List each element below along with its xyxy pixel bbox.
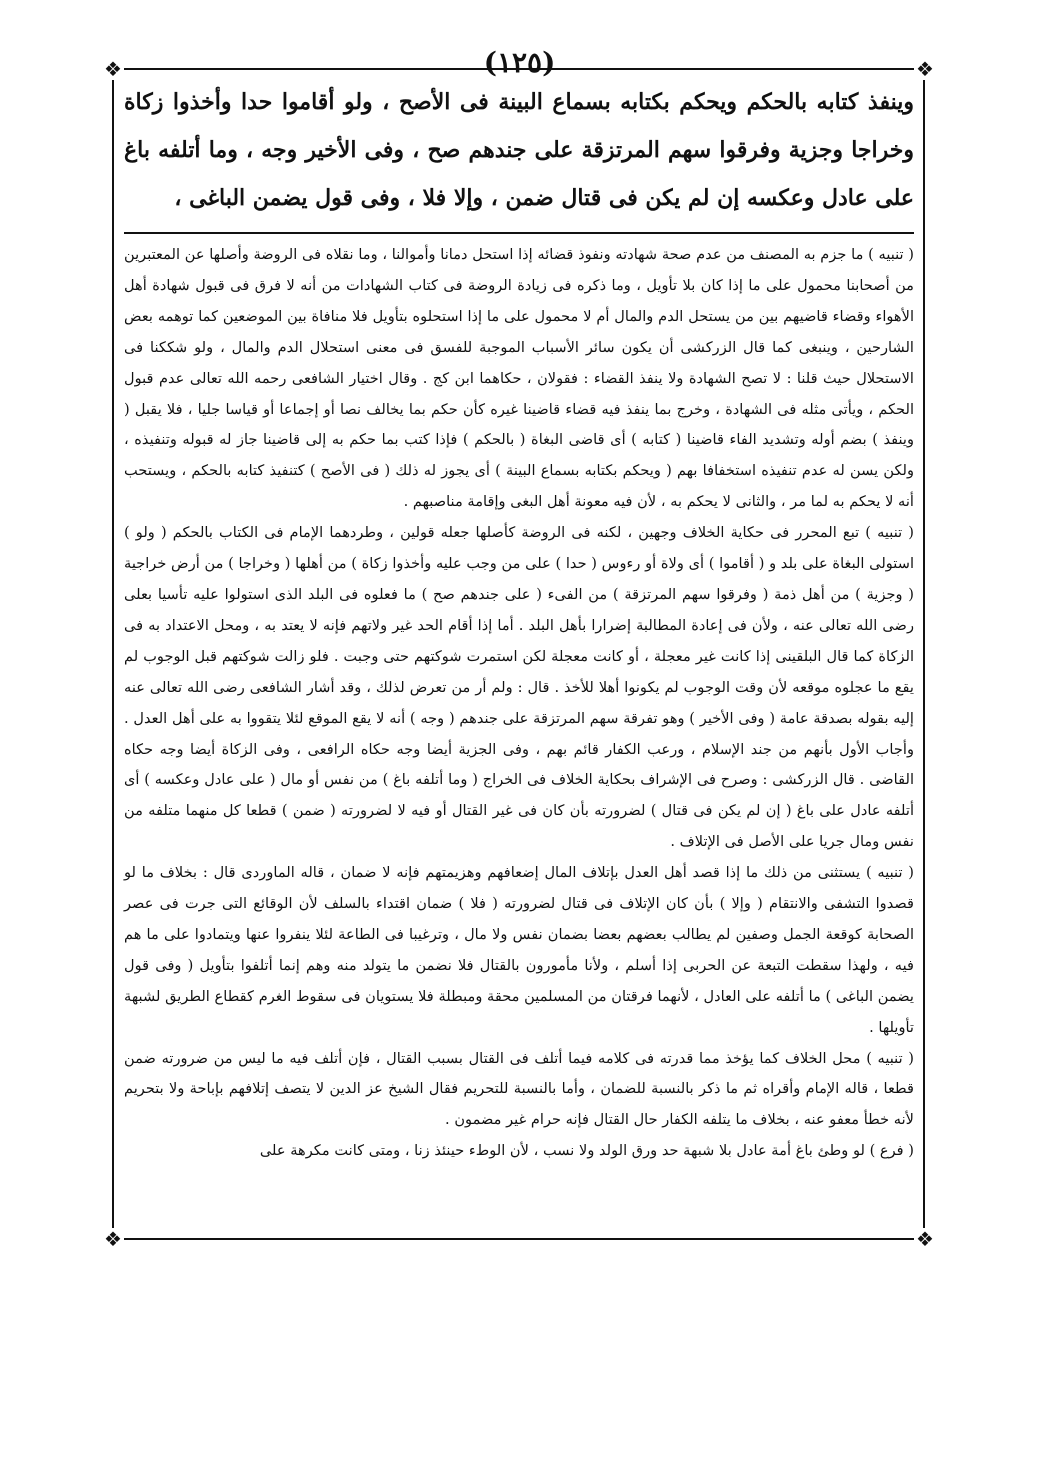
- commentary-sharh: [124, 240, 914, 1230]
- section-divider: [124, 232, 914, 234]
- corner-ornament-icon: ❖: [914, 58, 936, 80]
- commentary-paragraph: ( تنبيه ) يستثنى من ذلك ما إذا قصد أهل العدل بإتلاف المال إضعافهم وهزيمتهم فإنه لا ضمان ، قاله الماوردى قال : بخلاف ما لو قصدوا التشفى والانتقام ( وإلا ) بأن كان الإتلاف فى قتال لضرورته ( فلا ) ضمان اقتداء بالسلف لأن الوقائع التى جرت فى عصر الصحابة كوقعة الجمل وصفين لم يطالب بعضهم بعضا بضمان نفس ولا مال ، وترغيبا فى الطاعة لئلا ينفروا عنها ويتمادوا على ما هم فيه ، ولهذا سقطت التبعة عن الحربى إذا أسلم ، ولأنا مأمورون بالقتال فلا نضمن ما يتولد منه وهم إنما أتلفوا بتأويل ( وفى قول يضمن الباغى ) ما أتلفه على العادل ، لأنهما فرقتان من المسلمين محقة ومبطلة فلا يستويان فى سقوط الغرم كقطاع الطريق لشبهة تأويلها .: [124, 864, 914, 1036]
- corner-ornament-icon: ❖: [914, 1228, 936, 1250]
- commentary-paragraph: ( تنبيه ) تبع المحرر فى حكاية الخلاف وجهين ، لكنه فى الروضة كأصلها جعله قولين ، وطردهما الإمام فى الكتاب بالحكم ( ولو ) استولى البغاة على بلد و ( أقاموا ) أى ولاة أو رءوس ( حدا ) على من وجب عليه وأخذوا زكاة ) من أهلها ( وخراجا ) من أرض خراجية ( وجزية ) من أهل ذمة ( وفرقوا سهم المرتزقة ) من الفىء ( على جندهم صح ) ما فعلوه فى البلد الذى استولوا عليه تأسيا بعلى رضى الله تعالى عنه ، ولأن فى إعادة المطالبة إضرارا بأهل البلد . أما إذا أقام الحد غير ولاتهم فإنه لا يعتد به ، ومحل الاعتداد به فى الزكاة كما قال البلقينى إذا كانت غير معجلة ، أو كانت معجلة لكن استمرت شوكتهم حتى وجبت . فلو زالت شوكتهم قبل الوجوب لم يقع ما عجلوه موقعه لأن وقت الوجوب لم يكونوا أهلا للأخذ . قال : ولم أر من تعرض لذلك ، وقد أشار الشافعى رضى الله تعالى عنه إليه بقوله بصدقة عامة ( وفى الأخير ) وهو تفرقة سهم المرتزقة على جندهم ( وجه ) أنه لا يقع الموقع لئلا يتقووا به على أهل العدل . وأجاب الأول بأنهم من جند الإسلام ، ورعب الكفار قائم بهم ، وفى الجزية أيضا وجه حكاه الرافعى ، وفى الزكاة أيضا وجه حكاه القاضى . قال الزركشى : وصرح فى الإشراف بحكاية الخلاف فى الخراج ( وما أتلفه باغ ) من نفس أو مال ( على عادل وعكسه ) أى أتلفه عادل على باغ ( إن لم يكن فى قتال ) لضرورته بأن كان فى غير القتال أو فيه لا لضرورته ( ضمن ) قطعا كل منهما متلفه من نفس ومال جريا على الأصل فى الإتلاف .: [124, 524, 914, 851]
- commentary-paragraph: ( تنبيه ) ما جزم به المصنف من عدم صحة شهادته ونفوذ قضائه إذا استحل دمانا وأموالنا ، وما نقلاه فى الروضة وأصلها عن المعتبرين من أصحابنا محمول على ما إذا كان بلا تأويل ، وما ذكره فى زيادة الروضة فى كتاب الشهادات من أنه لا فرق فى قبول شهادة أهل الأهواء وقضاء قاضيهم بين من يستحل الدم والمال أم لا محمول على ما إذا استحلوه بتأويل فلا منافاة بين الموضعين كما توهمه بعض الشارحين ، وينبغى كما قال الزركشى أن يكون سائر الأسباب الموجبة للفسق فى معنى استحلال الدم والمال ، ولو شككنا فى الاستحلال حيث قلنا : لا تصح الشهادة ولا ينفذ القضاء : فقولان ، حكاهما ابن كج . وقال اختيار الشافعى رحمه الله تعالى عدم قبول الحكم ، ويأتى مثله فى الشهادة ، وخرج بما ينفذ فيه قضاء قاضينا غيره كأن حكم بما يخالف نصا أو إجماعا أو قياسا جليا ، فلا يقبل ( وينفذ ) بضم أوله وتشديد الفاء قاضينا ( كتابه ) أى قاضى البغاة ( بالحكم ) فإذا كتب بما حكم به إلى قاضينا جاز له قبوله وتنفيذه ، ولكن يسن له عدم تنفيذه استخفافا بهم ( ويحكم بكتابه بسماع البينة ) أى يجوز له ذلك ( فى الأصح ) كتنفيذ كتابه بالحكم ، ويستحب أنه لا يحكم به لما مر ، والثانى لا يحكم به ، لأن فيه معونة أهل البغى وإقامة مناصبهم .: [124, 246, 914, 511]
- main-text-matn: وينفذ كتابه بالحكم ويحكم بكتابه بسماع البينة فى الأصح ، ولو أقاموا حدا وأخذوا زكاة وخراجا وجزية وفرقوا سهم المرتزقة على جندهم صح ، وفى الأخير وجه ، وما أتلفه باغ على عادل وعكسه إن لم يكن فى قتال ضمن ، وإلا فلا ، وفى قول يضمن الباغى ،: [124, 89, 914, 211]
- commentary-paragraph: ( فرع ) لو وطئ باغ أمة عادل بلا شبهة حد ورق الولد ولا نسب ، لأن الوطء حينئذ زنا ، ومتى كانت مكرهة على: [259, 1142, 914, 1160]
- page-number: (١٢٥): [483, 46, 556, 79]
- commentary-paragraph: ( تنبيه ) محل الخلاف كما يؤخذ مما قدرته فى كلامه فيما أتلف فى القتال بسبب القتال ، فإن أتلف فيه ما ليس من ضرورته ضمن قطعا ، قاله الإمام وأقراه ثم ما ذكر بالنسبة للضمان ، وأما بالنسبة للتحريم فقال الشيخ عز الدين لا يتصف إتلافهم بإباحة ولا بتحريم لأنه خطأ معفو عنه ، بخلاف ما يتلفه الكفار حال القتال فإنه حرام غير مضمون .: [124, 1049, 914, 1129]
- corner-ornament-icon: ❖: [102, 58, 124, 80]
- corner-ornament-icon: ❖: [102, 1228, 124, 1250]
